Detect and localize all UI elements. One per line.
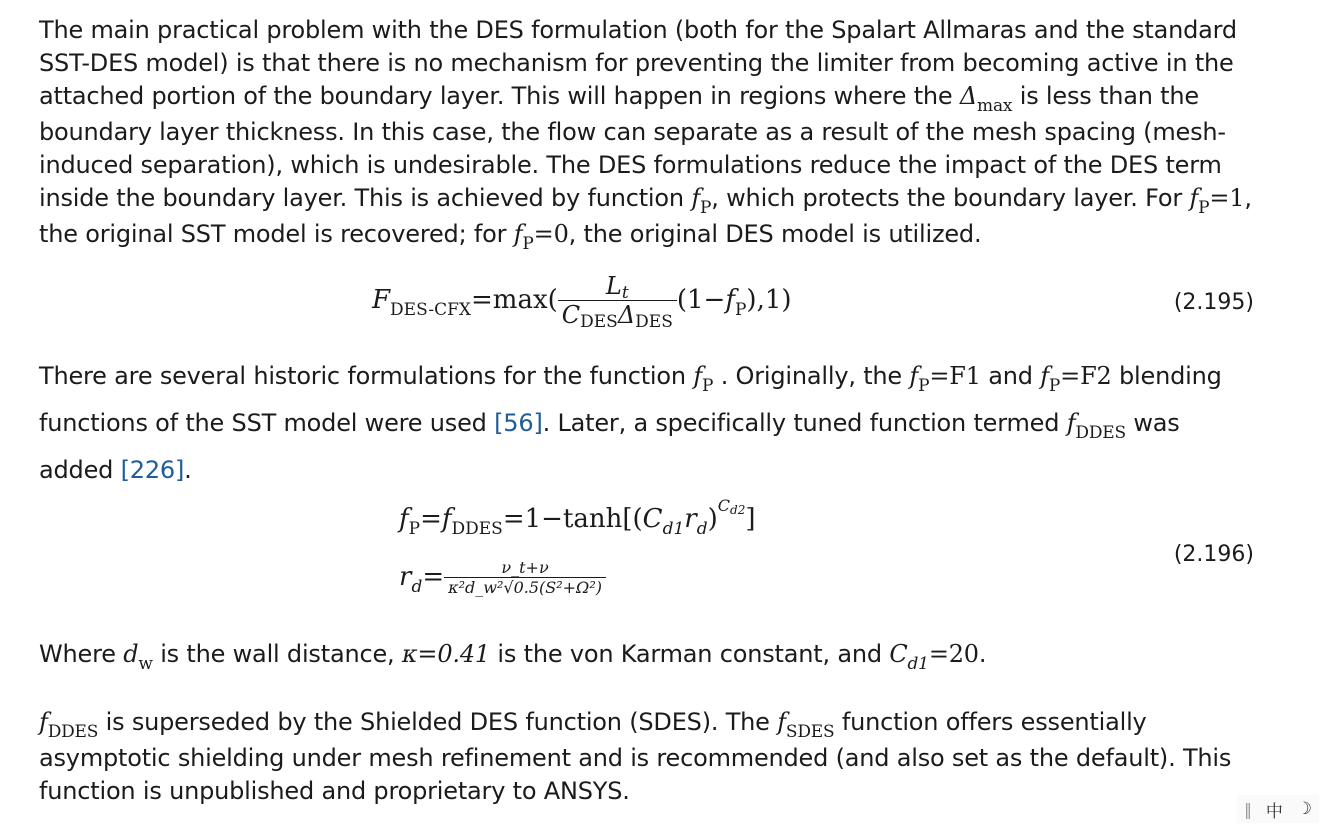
ime-drag-handle-icon[interactable]: ‖	[1243, 799, 1252, 819]
document-page	[39, 14, 1254, 808]
equation-2-196	[39, 498, 1254, 638]
reference-link-226[interactable]: [226]	[120, 456, 185, 484]
equation-number: (2.196)	[1173, 542, 1254, 567]
moon-icon[interactable]: ☽	[1296, 799, 1313, 819]
paragraph-sdes: $f_{DDES}$ is superseded by the Shielded DES function (SDES). The $f_{SDES}$ function offers essentially asymptotic shielding under mesh refinement and is recommended (and also set as the default). This function is unpublished and proprietary to ANSYS.	[39, 708, 1232, 805]
equation-fp-line: $f_P=f_{DDES}=1-\tanh[(C_{d1}r_d)^{Cd2}]$	[399, 496, 756, 539]
fp-symbol: f	[691, 184, 701, 212]
delta-symbol: Δ	[959, 82, 978, 110]
paragraph-historic-formulations: There are several historic formulations for the function $f_P$ . Originally, the $f_P=F1$ and $f_P=F2$ blending functions of the SST model were used [56]. Later, a specifically tuned function termed $f_{DDES}$ was added [226].	[39, 362, 1222, 484]
equation-rd-line: $r_d=$ $\frac{\nu\_t+\nu}{\text{κ²d\_w²√0.5(S²+Ω²)}}$	[399, 558, 606, 597]
ime-language-toggle[interactable]: 中	[1265, 801, 1283, 822]
equation-2-195: $F_{DES-CFX}=\max$( $\frac{Lt}{\text{CDESΔDES}}$ $(1-f_P),1$) (2.195)	[372, 272, 1254, 332]
paragraph-wall-distance: Where $d_w$ is the wall distance, κ=0.41 is the von Karman constant, and $C_{d1}=20$.	[39, 640, 987, 674]
paragraph-des-problem: The main practical problem with the DES formulation (both for the Spalart Allmaras and the standard SST-DES model) is that there is no mechanism for preventing the limiter from becoming active in the attached portion of the boundary layer. This will happen in regions where the $\Delta_{max}$ is less than the boundary layer thickness. In this case, the flow can separate as a result of the mesh spacing (mesh-induced separation), which is undesirable. The DES formulations reduce the impact of the DES term inside the boundary layer. This is achieved by function $f_P$, which protects the boundary layer. For $f_P=1$, the original SST model is recovered; for $f_P=0$, the original DES model is utilized.	[39, 16, 1252, 254]
fraction-rd: $\frac{\nu\_t+\nu}{\text{κ²d\_w²√0.5(S²+Ω²)}}$	[444, 558, 606, 597]
equation-number: (2.195)	[1173, 290, 1254, 315]
reference-link-56[interactable]: [56]	[494, 409, 543, 437]
fraction-lt-over-cdes: $\frac{Lt}{\text{CDESΔDES}}$	[558, 272, 677, 329]
ime-toolbar[interactable]	[1237, 795, 1319, 823]
